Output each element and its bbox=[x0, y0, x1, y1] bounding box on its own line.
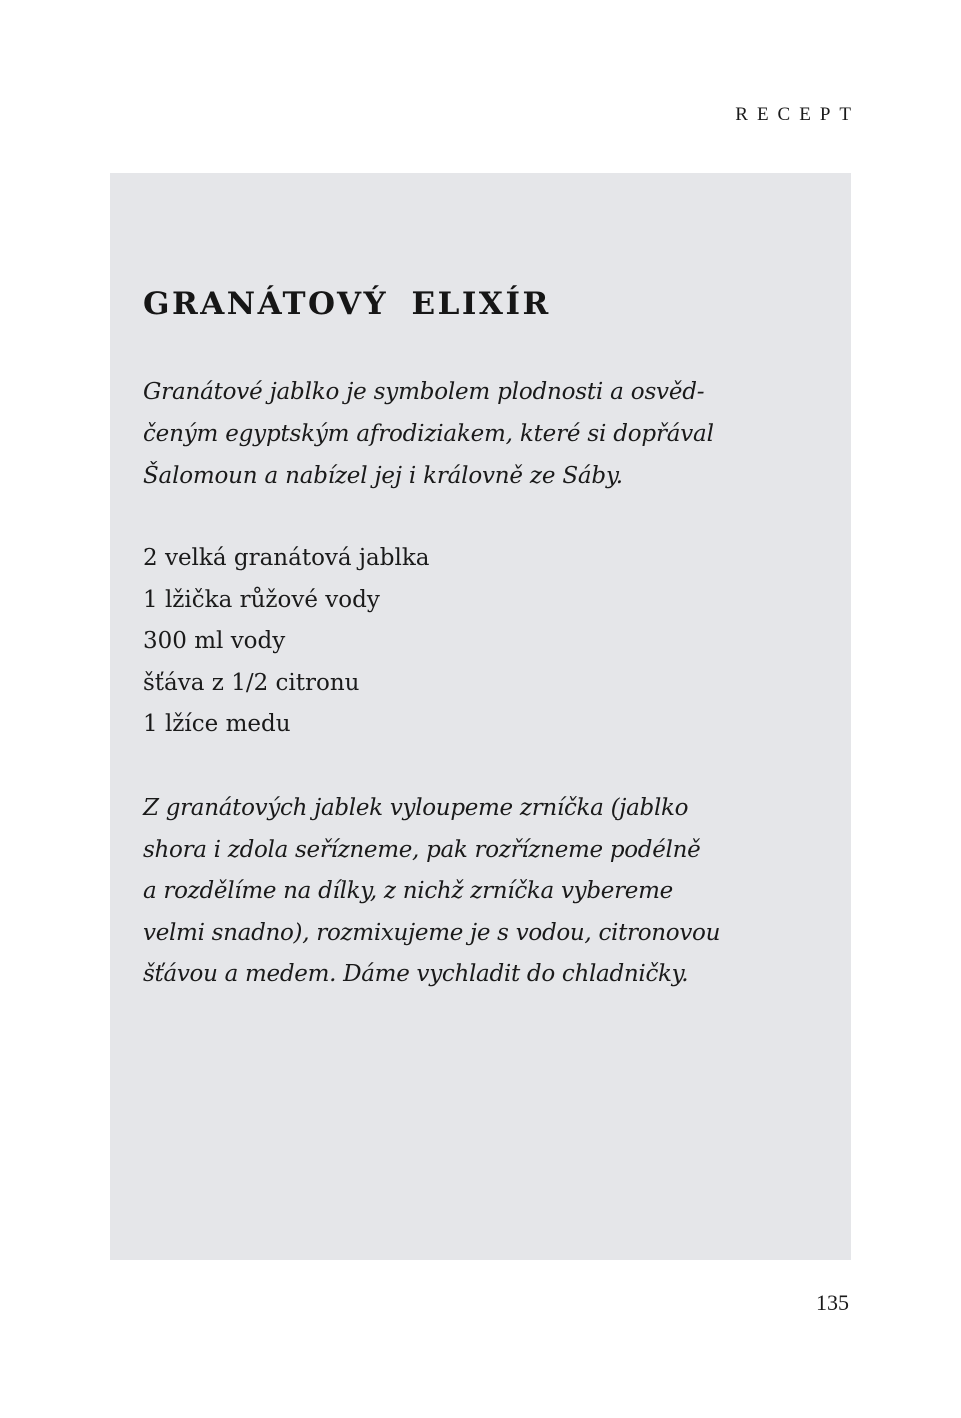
method-line: a rozdělíme na dílky, z nichž zrníčka vybereme bbox=[143, 878, 673, 905]
recipe-title: GRANÁTOVÝ ELIXÍR bbox=[143, 286, 551, 322]
ingredient-item: 300 ml vody bbox=[143, 628, 286, 655]
intro-line: čeným egyptským afrodiziakem, které si dopřával bbox=[143, 421, 714, 447]
recipe-method bbox=[143, 788, 720, 996]
page-number: 135 bbox=[816, 1290, 849, 1315]
section-label: RECEPT bbox=[735, 104, 860, 125]
method-line: velmi snadno), rozmixujeme je s vodou, citronovou bbox=[143, 919, 721, 946]
ingredient-item: 2 velká granátová jablka bbox=[143, 545, 430, 571]
method-line: Z granátových jablek vyloupeme zrníčka (jablko bbox=[143, 795, 689, 821]
method-line: šťávou a medem. Dáme vychladit do chladničky. bbox=[143, 961, 689, 988]
ingredient-item: šťáva z 1/2 citronu bbox=[143, 669, 360, 696]
method-line: shora i zdola seřízneme, pak rozřízneme podélně bbox=[143, 836, 701, 863]
ingredient-list bbox=[143, 538, 430, 746]
ingredient-item: 1 lžička růžové vody bbox=[143, 586, 380, 613]
recipe-box bbox=[110, 173, 851, 1260]
intro-line: Šalomoun a nabízel jej i královně ze Sáby. bbox=[143, 463, 623, 489]
ingredient-item: 1 lžíce medu bbox=[143, 711, 291, 738]
intro-line: Granátové jablko je symbolem plodnosti a osvěd- bbox=[143, 379, 705, 405]
recipe-intro bbox=[143, 371, 714, 497]
